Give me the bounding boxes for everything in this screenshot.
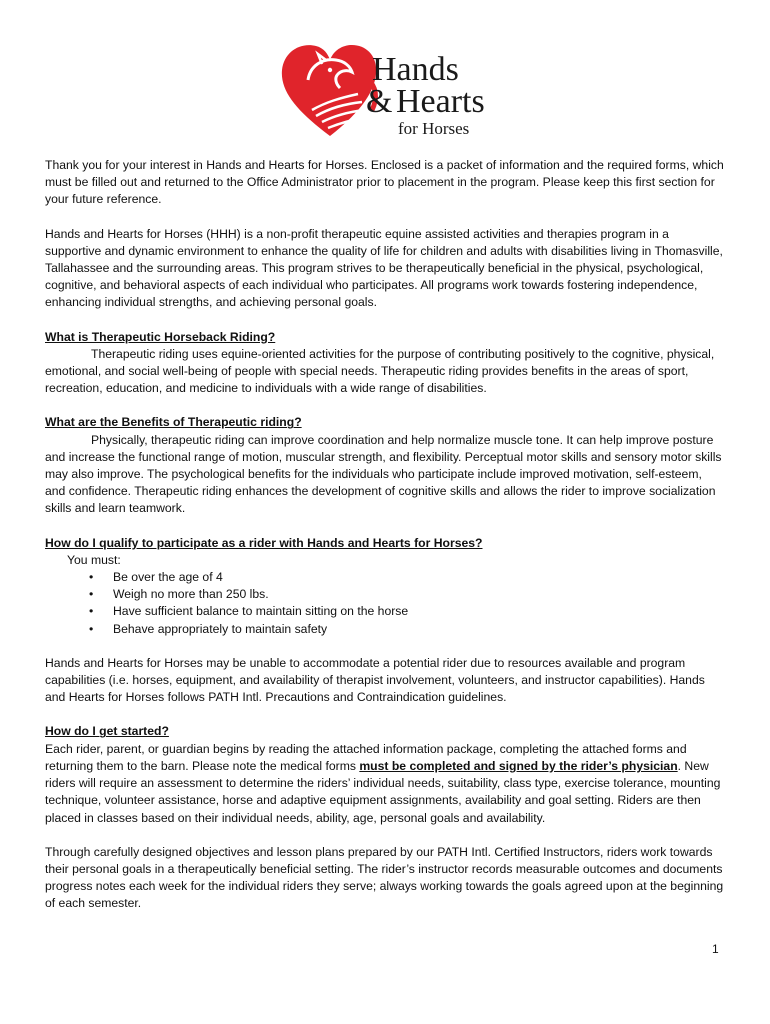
- requirement-text: Be over the age of 4: [113, 570, 223, 585]
- document-body: [45, 157, 725, 913]
- list-item: [89, 603, 725, 620]
- requirement-text: Weigh no more than 250 lbs.: [113, 587, 269, 602]
- benefits-heading: What are the Benefits of Therapeutic riding?: [45, 415, 302, 430]
- list-item: [89, 586, 725, 603]
- get-started-heading: How do I get started?: [45, 724, 169, 739]
- logo-line-hearts: Hearts: [396, 83, 485, 120]
- logo-line-hands: Hands: [372, 51, 459, 88]
- logo-line-for-horses: for Horses: [398, 119, 470, 138]
- hands-and-hearts-logo: [278, 40, 508, 140]
- bullet-icon: •: [89, 570, 94, 585]
- qualify-note: Hands and Hearts for Horses may be unable to accommodate a potential rider due to resources available and program capabilities (i.e. horses, equipment, and availability of therapist involvement, volunteers, and instructor capabilities). Hands and Hearts for Horses follows PATH Intl. Precautions and Contraindication guidelines.: [45, 655, 705, 705]
- intro-paragraph-2: Hands and Hearts for Horses (HHH) is a non-profit therapeutic equine assisted activities and therapies program in a supportive and dynamic environment to enhance the quality of life for children and adults with disabilities living in Thomasville, Tallahassee and the surrounding areas. This program strives to be therapeutically beneficial in the physical, psychological, cognitive, and behavioral aspects of each individual who participates. All programs work towards fostering independence, enhancing individual strengths, and achieving personal goals.: [45, 226, 723, 310]
- get-started-text-start: Each rider, parent, or guardian begins by reading the attached information package, completing the attached forms and returning them to the barn. Please note the medical forms: [45, 741, 687, 773]
- logo-ampersand: &: [366, 83, 393, 120]
- qualify-intro: You must:: [67, 552, 121, 567]
- bullet-icon: •: [89, 604, 94, 619]
- what-is-body: Therapeutic riding uses equine-oriented activities for the purpose of contributing positively to the cognitive, physical, emotional, and social well-being of people with special needs. Therapeutic riding provides benefits in the areas of sport, recreation, education, and medicine to individuals with a wide range of disabilities.: [45, 346, 715, 396]
- heart-hands-logo-icon: [278, 40, 508, 140]
- bullet-icon: •: [89, 587, 94, 602]
- page-number: 1: [712, 942, 719, 956]
- qualify-heading: How do I qualify to participate as a rider with Hands and Hearts for Horses?: [45, 535, 483, 550]
- get-started-text-end: . New riders will require an assessment to determine the riders’ individual needs, suitability, class type, exercise tolerance, mounting technique, volunteer assistance, horse and adaptive equipment assignments, availability and goal setting. Riders are then placed in classes based on their individual needs, ability, age, personal goals and availability.: [45, 758, 721, 825]
- benefits-body: Physically, therapeutic riding can improve coordination and help normalize muscle tone. It can help improve posture and increase the functional range of motion, muscular strength, and flexibility. Perceptual motor skills and sensory motor skills may also improve. The psychological benefits for the individuals who participate include improved motivation, self-esteem, and confidence. Therapeutic riding enhances the development of cognitive skills and allows the rider to improve socialization skills and learn teamwork.: [45, 432, 722, 516]
- requirement-text: Have sufficient balance to maintain sitting on the horse: [113, 604, 409, 619]
- requirement-text: Behave appropriately to maintain safety: [113, 621, 328, 636]
- closing-paragraph: Through carefully designed objectives and lesson plans prepared by our PATH Intl. Certified Instructors, riders work towards their personal goals in a therapeutically beneficial setting. The rider’s instructor records measurable outcomes and documents progress notes each week for the individual riders they serve; always working towards the goals agreed upon at the beginning of each semester.: [45, 844, 724, 911]
- intro-paragraph-1: Thank you for your interest in Hands and Hearts for Horses. Enclosed is a packet of information and the required forms, which must be filled out and returned to the Office Administrator prior to placement in the program. Please keep this first section for your future reference.: [45, 158, 724, 207]
- physician-requirement-emphasis: must be completed and signed by the rider’s physician: [359, 758, 678, 773]
- what-is-heading: What is Therapeutic Horseback Riding?: [45, 329, 276, 344]
- get-started-body: [45, 741, 725, 827]
- list-item: [89, 621, 725, 638]
- bullet-icon: •: [89, 621, 94, 636]
- list-item: [89, 569, 725, 586]
- requirements-list: [45, 569, 725, 638]
